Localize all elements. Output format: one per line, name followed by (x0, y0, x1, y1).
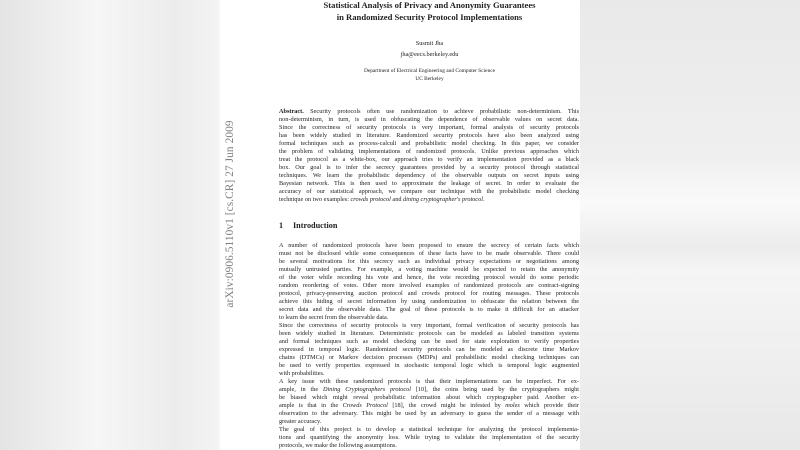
text-line (279, 442, 579, 450)
text-segment: must not be disclosed while some consequences of these facts have to be made observable. There could (279, 250, 579, 257)
bold-label: Abstract. (279, 108, 304, 115)
text-line (279, 274, 579, 282)
text-segment: . (482, 196, 485, 203)
text-segment: box. Our goal is to infer the secrecy guarantees provided by a security protocol through statistical (279, 164, 579, 171)
text-segment: A key issue with these randomized protocols is that their implementations can be imperfect. For ex- (279, 378, 579, 385)
text-line (279, 402, 579, 410)
text-segment: with probabilities. (279, 370, 325, 377)
text-segment: secret data and the observable data. The goal of these protocols is to make it difficult for an attacker (279, 306, 579, 313)
text-segment: of the voter while recording his vote and hence, the vote recording protocol would do some periodic (279, 274, 579, 281)
section-number: 1 (279, 221, 284, 230)
text-line (279, 394, 579, 402)
text-line (279, 116, 579, 124)
text-line (279, 434, 579, 442)
text-line (279, 386, 579, 394)
text-line (279, 418, 579, 426)
title-line: Statistical Analysis of Privacy and Anonymity Guarantees (323, 0, 536, 10)
text-segment: to learn the secret from the observable data. (279, 314, 389, 321)
text-segment: ample is that in the (279, 402, 343, 409)
text-line (279, 314, 579, 322)
text-segment: accuracy of our statistical approach, we compare our technique with the probabilistic model checking (279, 188, 579, 195)
arxiv-identifier: arXiv:0906.5110v1 [cs.CR] 27 Jun 2009 (224, 120, 236, 308)
text-line (279, 282, 579, 290)
text-line (279, 346, 579, 354)
text-line (279, 148, 579, 156)
text-line (279, 196, 579, 204)
viewer-background (580, 0, 800, 450)
text-line (279, 258, 579, 266)
introduction-body (279, 242, 579, 450)
italic-text: Crowds Protocol (342, 402, 388, 409)
text-segment: tions and quantifying the anonymity loss. While trying to validate the implementation of the security (279, 434, 579, 441)
text-segment: techniques. We learn the probabilistic dependency of the observable outputs on secret inputs using (279, 172, 579, 179)
text-line (279, 322, 579, 330)
text-segment: and (390, 196, 404, 203)
section-heading (279, 221, 337, 231)
text-line (279, 180, 579, 188)
title-line: in Randomized Security Protocol Implementations (336, 12, 523, 22)
text-line (279, 298, 579, 306)
text-segment: The goal of this project is to develop a statistical technique for analyzing the protocol implementa- (279, 426, 579, 433)
text-segment: protocols, we make the following assumptions. (279, 442, 397, 449)
text-segment: the problem of validating implementations of randomized protocols. Unlike previous approaches which (279, 148, 579, 155)
text-segment: been widely studied in literature. Deterministic protocols can be modeled as labeled transition systems (279, 330, 579, 337)
text-line (279, 140, 579, 148)
section-title: Introduction (293, 221, 338, 230)
text-line (279, 108, 579, 116)
text-segment: and formal techniques such as model checking can be used for state exploration to verify properties (279, 338, 579, 345)
text-segment: be biased which might reveal probabilistic information about which cryptographer paid. Another ex- (279, 394, 579, 401)
author-department: Department of Electrical Engineering and Computer Science (363, 68, 496, 74)
text-segment: Security protocols often use randomization to achieve probabilistic non-determinism. This (303, 108, 579, 115)
text-line (279, 362, 579, 370)
text-segment: non-determinism, in turn, is used in obfuscating the dependence of observable values on secret data. (279, 116, 579, 123)
text-segment: greater accuracy. (279, 418, 322, 425)
author-email: jha@eecs.berkeley.edu (400, 51, 459, 58)
text-segment: expressed in temporal logic. Randomized security protocols can be modeled as discrete time Markov (279, 346, 579, 353)
pdf-page (220, 0, 580, 450)
text-line (279, 132, 579, 140)
text-line (279, 330, 579, 338)
text-line (279, 164, 579, 172)
text-segment: treat the protocol as a white-box, our approach tries to verify an implementation provided as a black (279, 156, 579, 163)
text-line (279, 338, 579, 346)
text-line (279, 242, 579, 250)
italic-text: crowds protocol (350, 196, 391, 203)
text-line (279, 370, 579, 378)
text-line (279, 306, 579, 314)
text-line (279, 426, 579, 434)
text-segment: [10], the coins being used by the cryptographers might (410, 386, 579, 393)
text-segment: random reordering of votes. Other more involved examples of randomized protocols are contract-signing (279, 282, 579, 289)
text-line (279, 124, 579, 132)
italic-text: moles (505, 402, 520, 409)
text-line (279, 250, 579, 258)
text-segment: Since the correctness of security protocols is very important, formal verification of security protocols has (279, 322, 579, 329)
text-segment: chains (DTMCs) or Markov decision processes (MDPs) and probabilistic model checking techniques can (279, 354, 579, 361)
text-segment: ample, in the (279, 386, 323, 393)
text-segment: achieve this hiding of secret information by using randomization to obfuscate the relation between the (279, 298, 579, 305)
text-segment: formal techniques such as process-calculi and probabilistic model checking. In this paper, we consider (279, 140, 579, 147)
text-line (279, 290, 579, 298)
text-segment: protocol, privacy-preserving auction protocol and crowds protocol for routing messages. These protocols (279, 290, 579, 297)
text-segment: Bayesian network. This is then used to approximate the leakage of secret. In order to evaluate the (279, 180, 579, 187)
text-line (279, 156, 579, 164)
text-line (279, 354, 579, 362)
text-segment: observation to the adversary. This might be used by an adversary to guess the sender of a message with (279, 410, 579, 417)
text-line (279, 266, 579, 274)
italic-text: Dining Cryptographers protocol (322, 386, 411, 393)
text-segment: mutually untrusted parties. For example, a voting machine would be expected to retain the anonymity (279, 266, 579, 273)
text-segment: [18], the crowd might be infested by (387, 402, 506, 409)
text-segment: A number of randomized protocols have been proposed to ensure the secrecy of certain facts which (279, 242, 579, 249)
text-segment: be used to verify properties expressed in stochastic temporal logic which is temporal logic augmented (279, 362, 579, 369)
abstract (279, 108, 579, 204)
text-segment: technique on two examples: (279, 196, 351, 203)
author-university: UC Berkeley (415, 76, 444, 82)
text-segment: Since the correctness of security protocols is very important, formal analysis of security protocols (279, 124, 579, 131)
author-name: Susmit Jha (415, 40, 444, 47)
italic-text: dining cryptographer's protocol (403, 196, 483, 203)
text-line (279, 188, 579, 196)
paper-title (275, 0, 580, 23)
text-segment: be several motivations for this secrecy such as individual privacy expectations or negotiations among (279, 258, 579, 265)
text-line (279, 378, 579, 386)
text-line (279, 172, 579, 180)
text-segment: has been widely studied in literature. Randomized security protocols have also been analyzed using (279, 132, 579, 139)
text-segment: which provide their (519, 402, 579, 409)
text-line (279, 410, 579, 418)
